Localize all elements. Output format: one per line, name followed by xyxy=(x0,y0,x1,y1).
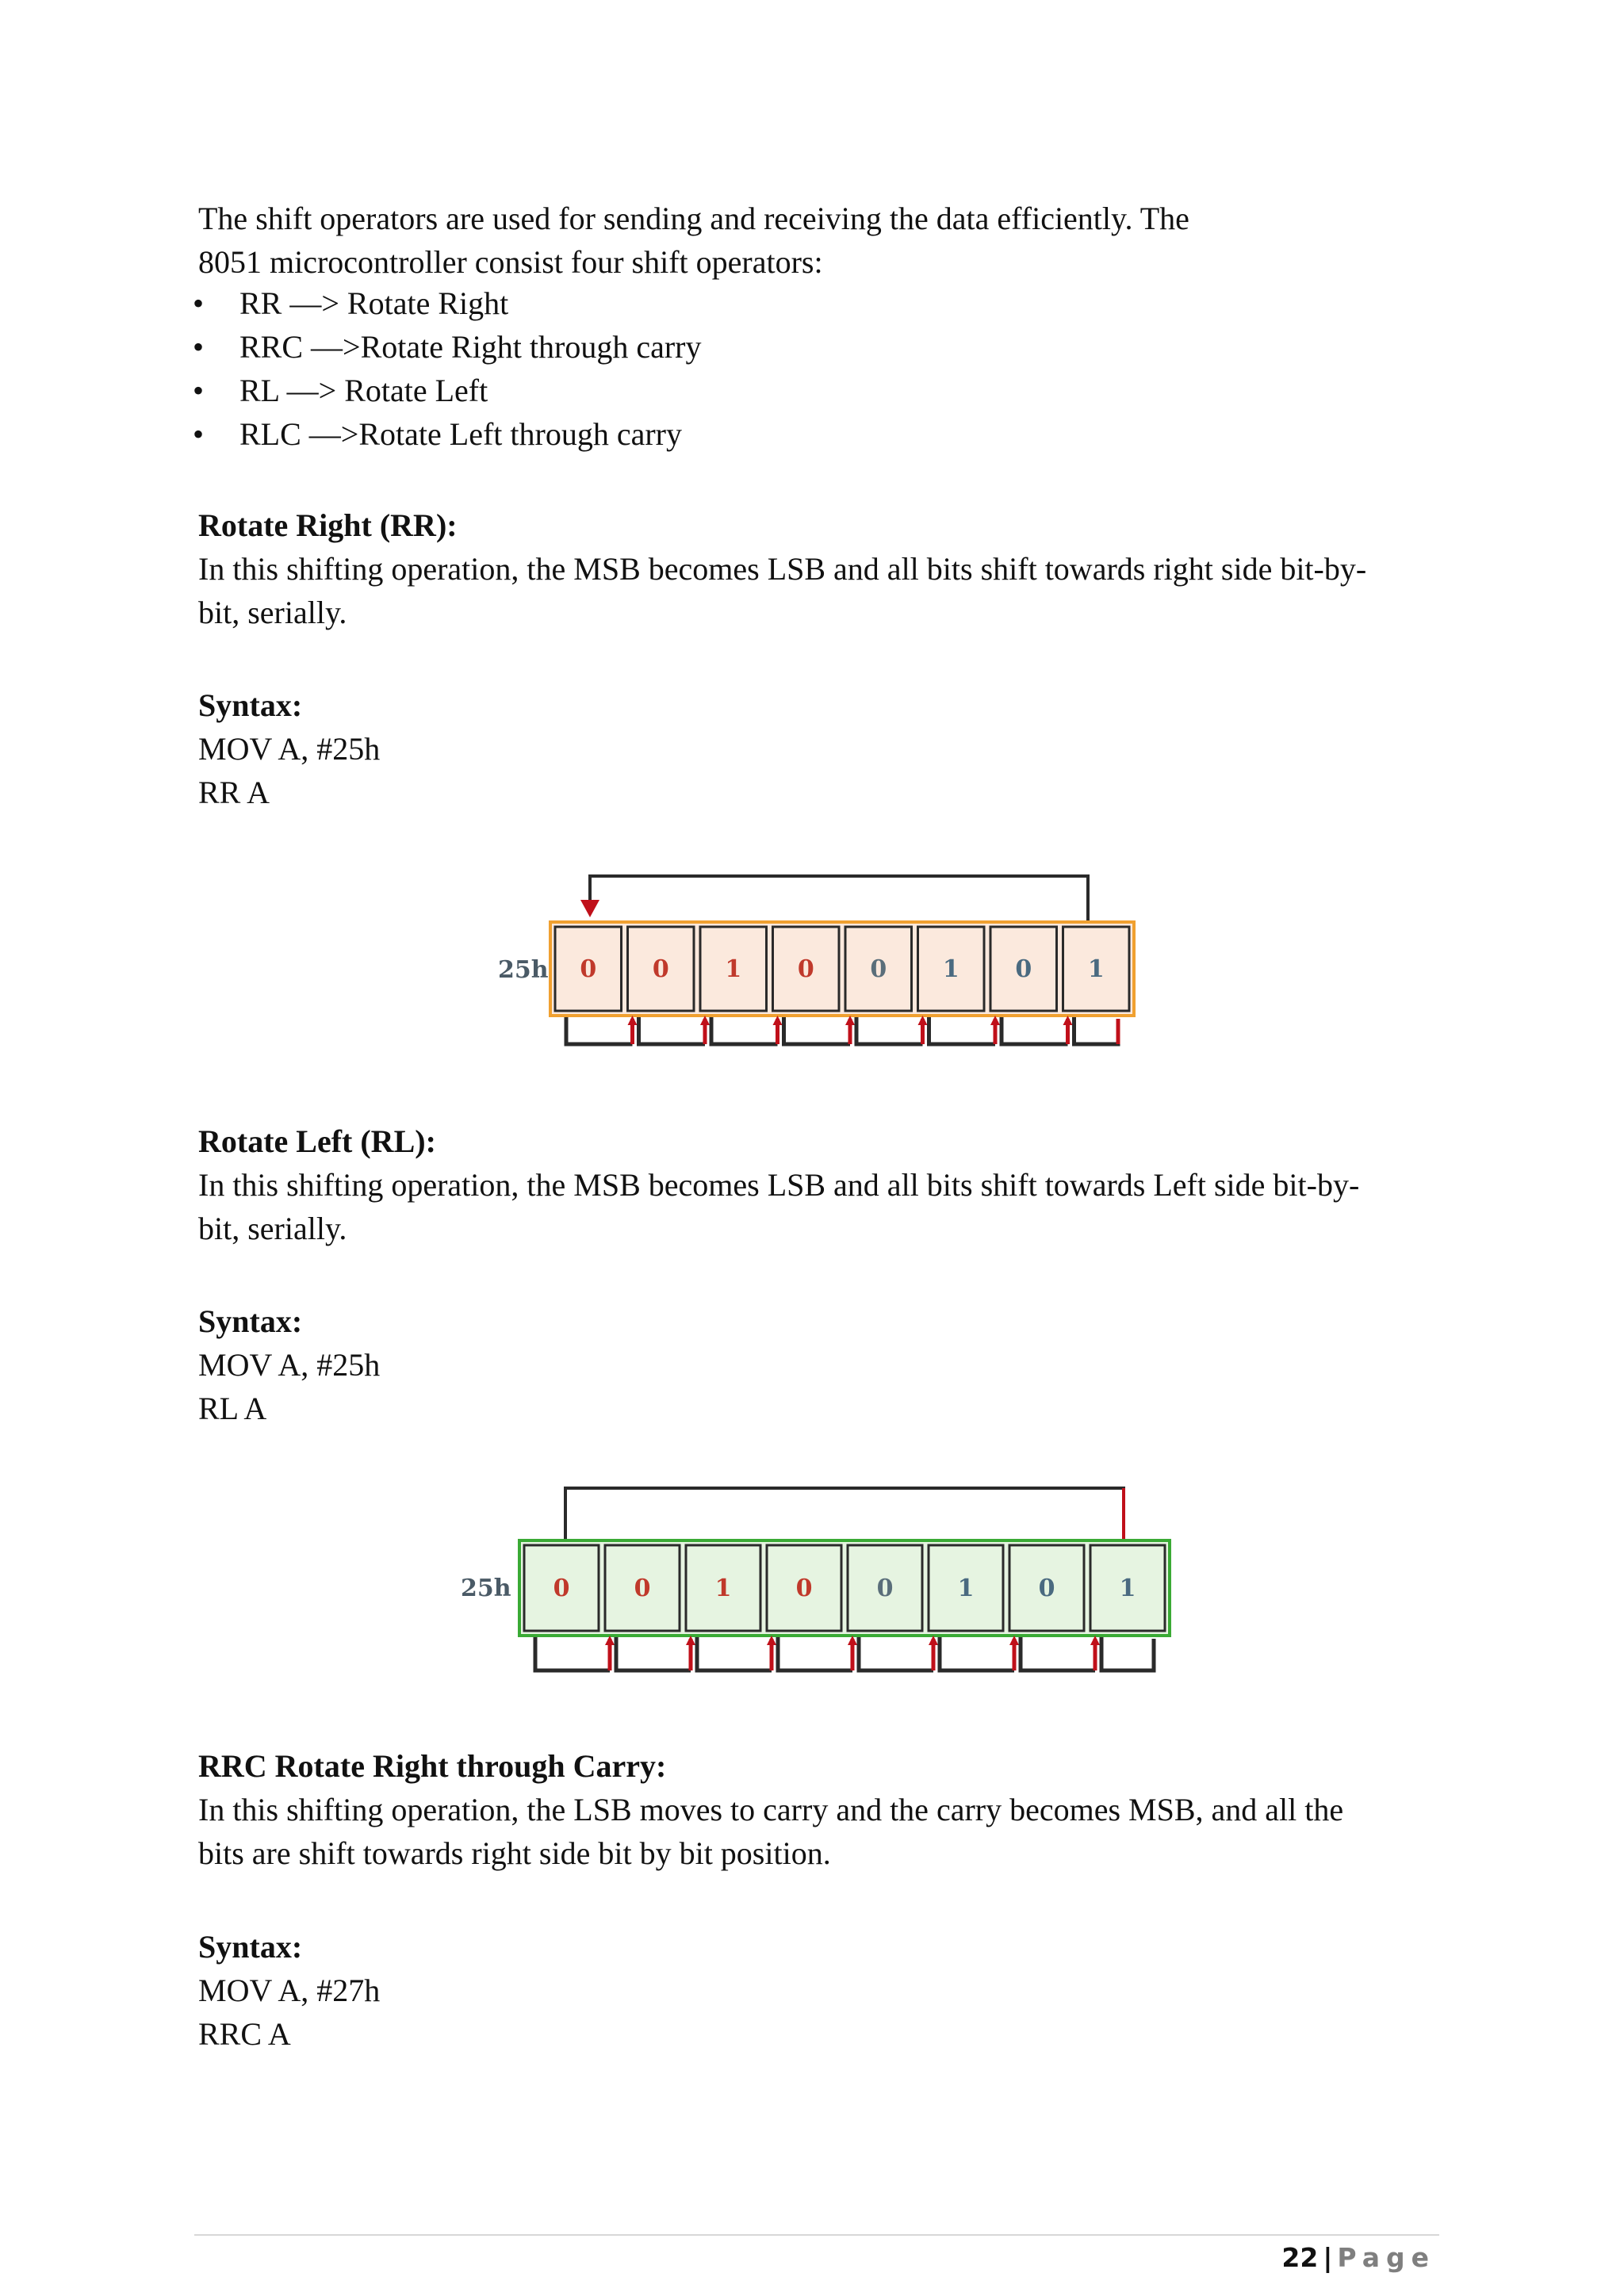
rr-bit-value: 1 xyxy=(1087,955,1105,983)
rr-code-line-2: RR A xyxy=(198,775,270,810)
rl-shift-connector xyxy=(940,1636,1019,1670)
rl-shift-connector xyxy=(1021,1636,1100,1670)
rl-register-label: 25h xyxy=(461,1575,511,1602)
rl-shift-connector xyxy=(535,1636,615,1670)
page-word: Page xyxy=(1337,2242,1435,2273)
rl-code-line-1: MOV A, #25h xyxy=(198,1347,381,1383)
rr-bit-value: 1 xyxy=(725,955,742,983)
rl-desc-line-2: bit, serially. xyxy=(198,1211,347,1246)
list-item: • RR —> Rotate Right xyxy=(198,281,702,325)
page-number: 22 xyxy=(1281,2242,1319,2273)
rl-heading: Rotate Left (RL): xyxy=(198,1123,436,1159)
intro-line-1: The shift operators are used for sending and receiving the data efficiently. The xyxy=(198,201,1189,236)
footer-separator: | xyxy=(1323,2242,1333,2273)
rr-shift-connector xyxy=(1002,1016,1073,1044)
rr-heading: Rotate Right (RR): xyxy=(198,507,458,543)
rr-shift-connector xyxy=(639,1016,710,1044)
rl-shift-connector xyxy=(697,1636,776,1670)
page-footer xyxy=(1281,2242,1435,2274)
rl-syntax-label: Syntax: xyxy=(198,1303,303,1339)
rl-shift-connector xyxy=(778,1636,857,1670)
rr-bit-value: 0 xyxy=(580,955,597,983)
footer-divider xyxy=(194,2234,1439,2236)
rr-bit-value: 0 xyxy=(870,955,887,983)
rr-code-line-1: MOV A, #25h xyxy=(198,731,381,767)
rl-bit-value: 1 xyxy=(1119,1575,1136,1602)
rr-desc-line-1: In this shifting operation, the MSB becomes LSB and all bits shift towards right side bit-by- xyxy=(198,551,1367,587)
rl-syntax xyxy=(198,1299,1451,1430)
rl-shift-connector xyxy=(859,1636,938,1670)
rl-bit-value: 1 xyxy=(714,1575,732,1602)
rrc-syntax-label: Syntax: xyxy=(198,1929,303,1965)
rr-shift-connector xyxy=(784,1016,856,1044)
rrc-desc-line-2: bits are shift towards right side bit by bit position. xyxy=(198,1835,831,1871)
rr-desc-line-2: bit, serially. xyxy=(198,595,347,630)
intro-paragraph xyxy=(198,197,1451,284)
rr-diagram xyxy=(492,860,1142,1070)
rl-bit-value: 0 xyxy=(876,1575,894,1602)
rr-bit-value: 1 xyxy=(942,955,959,983)
rr-bit-value: 0 xyxy=(797,955,814,983)
rl-desc-line-1: In this shifting operation, the MSB becomes LSB and all bits shift towards Left side bit-by- xyxy=(198,1167,1360,1203)
rr-syntax xyxy=(198,683,1451,814)
rrc-code-line-2: RRC A xyxy=(198,2016,291,2052)
rl-bit-value: 0 xyxy=(634,1575,651,1602)
rr-register-label: 25h xyxy=(498,956,549,984)
rr-shift-connector xyxy=(566,1016,638,1044)
rl-bit-value: 0 xyxy=(1038,1575,1055,1602)
rrc-section xyxy=(198,1744,1451,1875)
rl-shift-connector xyxy=(616,1636,695,1670)
rrc-heading: RRC Rotate Right through Carry: xyxy=(198,1748,667,1784)
rr-shift-connector xyxy=(711,1016,783,1044)
rr-bit-value: 0 xyxy=(652,955,669,983)
rr-shift-connector xyxy=(929,1016,1001,1044)
rl-end-connector xyxy=(1101,1637,1154,1670)
rrc-code-line-1: MOV A, #27h xyxy=(198,1973,381,2008)
rl-bit-value: 0 xyxy=(795,1575,813,1602)
rr-shift-connector xyxy=(856,1016,928,1044)
rrc-syntax xyxy=(198,1925,1451,2056)
bullet-icon: • xyxy=(192,329,204,365)
rrc-desc-line-1: In this shifting operation, the LSB moves to carry and the carry becomes MSB, and all the xyxy=(198,1792,1344,1827)
intro-line-2: 8051 microcontroller consist four shift operators: xyxy=(198,244,823,280)
rr-syntax-label: Syntax: xyxy=(198,687,303,723)
rl-code-line-2: RL A xyxy=(198,1391,267,1426)
list-item: • RRC —>Rotate Right through carry xyxy=(198,325,702,369)
rl-return-line xyxy=(565,1488,1124,1539)
rr-bit-value: 0 xyxy=(1015,955,1032,983)
bullet-icon: • xyxy=(192,285,204,321)
rr-diagram-svg xyxy=(492,860,1142,1066)
rl-bit-value: 0 xyxy=(553,1575,570,1602)
list-item: • RL —> Rotate Left xyxy=(198,369,702,412)
rr-section xyxy=(198,503,1451,634)
list-item: • RLC —>Rotate Left through carry xyxy=(198,412,702,456)
rl-section xyxy=(198,1119,1451,1250)
rl-diagram xyxy=(456,1479,1185,1693)
rr-arrow-down-icon xyxy=(580,900,599,917)
shift-operator-list xyxy=(192,281,702,456)
rl-bit-value: 1 xyxy=(957,1575,975,1602)
rl-diagram-svg xyxy=(456,1479,1185,1689)
rr-end-connector xyxy=(1074,1017,1119,1044)
bullet-icon: • xyxy=(192,373,204,408)
bullet-icon: • xyxy=(192,416,204,452)
